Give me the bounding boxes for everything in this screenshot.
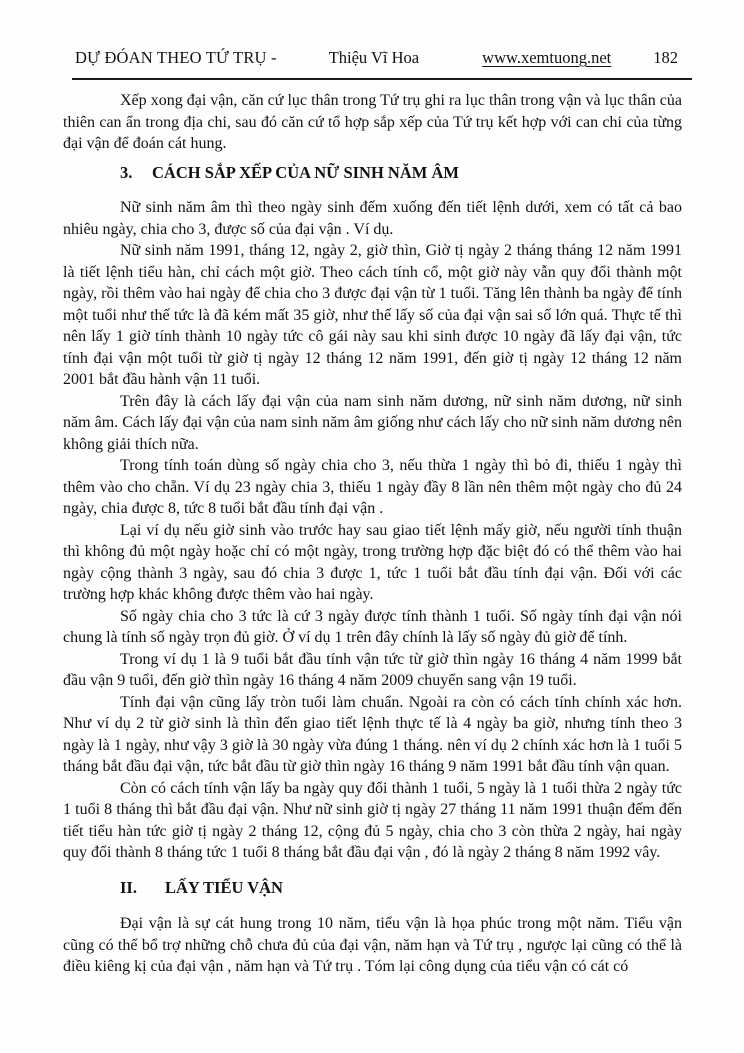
page-number: 182	[653, 48, 678, 67]
paragraph-11: Đại vận là sự cát hung trong 10 năm, tiểu vận là họa phúc trong một năm. Tiểu vận cũng có thể bổ trợ những chỗ chưa đủ của đại vận, năm hạn và Tứ trụ , ngược lại cũng có thể là điều kiêng kị của đại vận , năm hạn và Tứ trụ . Tóm lại công dụng của tiểu vận có cát có	[63, 915, 682, 975]
paragraph-6: Lại ví dụ nếu giờ sinh vào trước hay sau giao tiết lệnh mấy giờ, nếu người tính thuận thì không đủ một ngày hoặc chỉ có một ngày, trong trường hợp đặc biệt đó có thể thêm vào hai ngày cộng thành 3 ngày, sau đó chia 3 được 1, tức 1 tuổi bắt đầu tính đại vận. Đối với các trường hợp khác không được thêm vào hai ngày.	[63, 521, 682, 603]
heading-number: II.	[120, 877, 137, 897]
section-heading-ii	[120, 877, 682, 899]
author-name: Thiệu Vĩ Hoa	[328, 48, 420, 67]
section-heading-3	[120, 162, 682, 184]
heading-number: 3.	[120, 162, 133, 182]
paragraph-1: Xếp xong đại vận, căn cứ lục thân trong Tứ trụ ghi ra lục thân trong vận và lục thân của thiên can ẩn trong địa chi, sau đó căn cứ tổ hợp sắp xếp của Tứ trụ kết hợp với can chi của từng đại vận để đoán cát hung.	[63, 92, 682, 152]
paragraph-7: Số ngày chia cho 3 tức là cứ 3 ngày được tính thành 1 tuổi. Số ngày tính đại vận nói chung là tính số ngày trọn đủ giờ. Ở ví dụ 1 trên đây chính là lấy số ngày đủ giờ để tính.	[63, 607, 682, 646]
page-header	[75, 48, 678, 68]
paragraph-5: Trong tính toán dùng số ngày chia cho 3, nếu thừa 1 ngày thì bỏ đi, thiếu 1 ngày thì thêm vào cho chẵn. Ví dụ 23 ngày chia 3, thiếu 1 ngày đầy 8 lần nên thêm một ngày cho đủ 24 ngày, chia được 8, tức 8 tuổi bắt đầu tính đại vận .	[63, 457, 682, 517]
heading-title: LẤY TIỂU VẬN	[165, 877, 283, 897]
paragraph-9: Tính đại vận cũng lấy tròn tuổi làm chuẩn. Ngoài ra còn có cách tính chính xác hơn. Như ví dụ 2 từ giờ sinh là thìn đến giao tiết lệnh thực tế là 4 ngày ba giờ, nhưng tính theo 3 ngày là 1 ngày, như vậy 3 giờ là 30 ngày vừa đúng 1 tháng. nên ví dụ 2 chính xác hơn là 1 tuổi 5 tháng bắt đầu đại vận, tức bắt đầu từ giờ thìn ngày 16 tháng 9 năm 1991 bắt đầu tính vận quan.	[63, 693, 682, 775]
paragraph-2: Nữ sinh năm âm thì theo ngày sinh đếm xuống đến tiết lệnh dưới, xem có tất cả bao nhiêu ngày, chia cho 3, được số của đại vận . Ví dụ.	[63, 199, 682, 238]
paragraph-8: Trong ví dụ 1 là 9 tuổi bắt đầu tính vận tức từ giờ thìn ngày 16 tháng 4 năm 1999 bắt đầu vận 9 tuổi, đến giờ thìn ngày 16 tháng 4 năm 2009 chuyển sang vận 19 tuổi.	[63, 650, 682, 689]
paragraph-4: Trên đây là cách lấy đại vận của nam sinh năm dương, nữ sinh năm dương, nữ sinh năm âm. Cách lấy đại vận của nam sinh năm âm giống như cách lấy cho nữ sinh năm dương nên không giải thích nữa.	[63, 392, 682, 453]
website-link[interactable]: www.xemtuong.net	[482, 48, 612, 67]
book-title: DỰ ĐÓAN THEO TỨ TRỤ -	[75, 48, 277, 67]
document-body	[63, 90, 682, 978]
paragraph-10: Còn có cách tính vận lấy ba ngày quy đổi thành 1 tuổi, 5 ngày là 1 tuổi thừa 2 ngày tức 1 tuổi 8 tháng thì bắt đầu đại vận. Như nữ sinh giờ tị ngày 27 tháng 11 năm 1991 thuận đếm đến tiết tiểu hàn tức giờ tị ngày 2 tháng 12, cộng đủ 5 ngày, chia cho 3 còn thừa 2 ngày, hai ngày quy đổi thành 8 tháng tức 1 tuổi 8 tháng bắt đầu đại vận , đó là ngày 2 tháng 8 năm 1992 vây.	[63, 779, 682, 861]
heading-title: CÁCH SẮP XẾP CỦA NỮ SINH NĂM ÂM	[152, 162, 459, 182]
paragraph-3: Nữ sinh năm 1991, tháng 12, ngày 2, giờ thìn, Giờ tị ngày 2 tháng tháng 12 năm 1991 là tiết lệnh tiểu hàn, chỉ cách một giờ. Theo cách tính cổ, một giờ này vẫn quy đổi thành một ngày, rồi thêm vào hai ngày để chia cho 3 được đại vận từ 1 tuổi. Tăng lên thành ba ngày để tính một tuổi như thế tức là đã kém mất 35 giờ, như thế lấy số của đại vận sai số lớn quá. Thực tế thì nên lấy 1 giờ tính thành 10 ngày tức cô gái này sau khi sinh được 10 ngày đã lấy đại vận, tức tính đại vận một tuổi từ giờ tị ngày 12 tháng 12 năm 1991, đến giờ tị ngày 12 tháng 12 năm 2001 bắt đầu hành vận 11 tuổi.	[63, 242, 682, 388]
header-divider	[72, 78, 692, 80]
